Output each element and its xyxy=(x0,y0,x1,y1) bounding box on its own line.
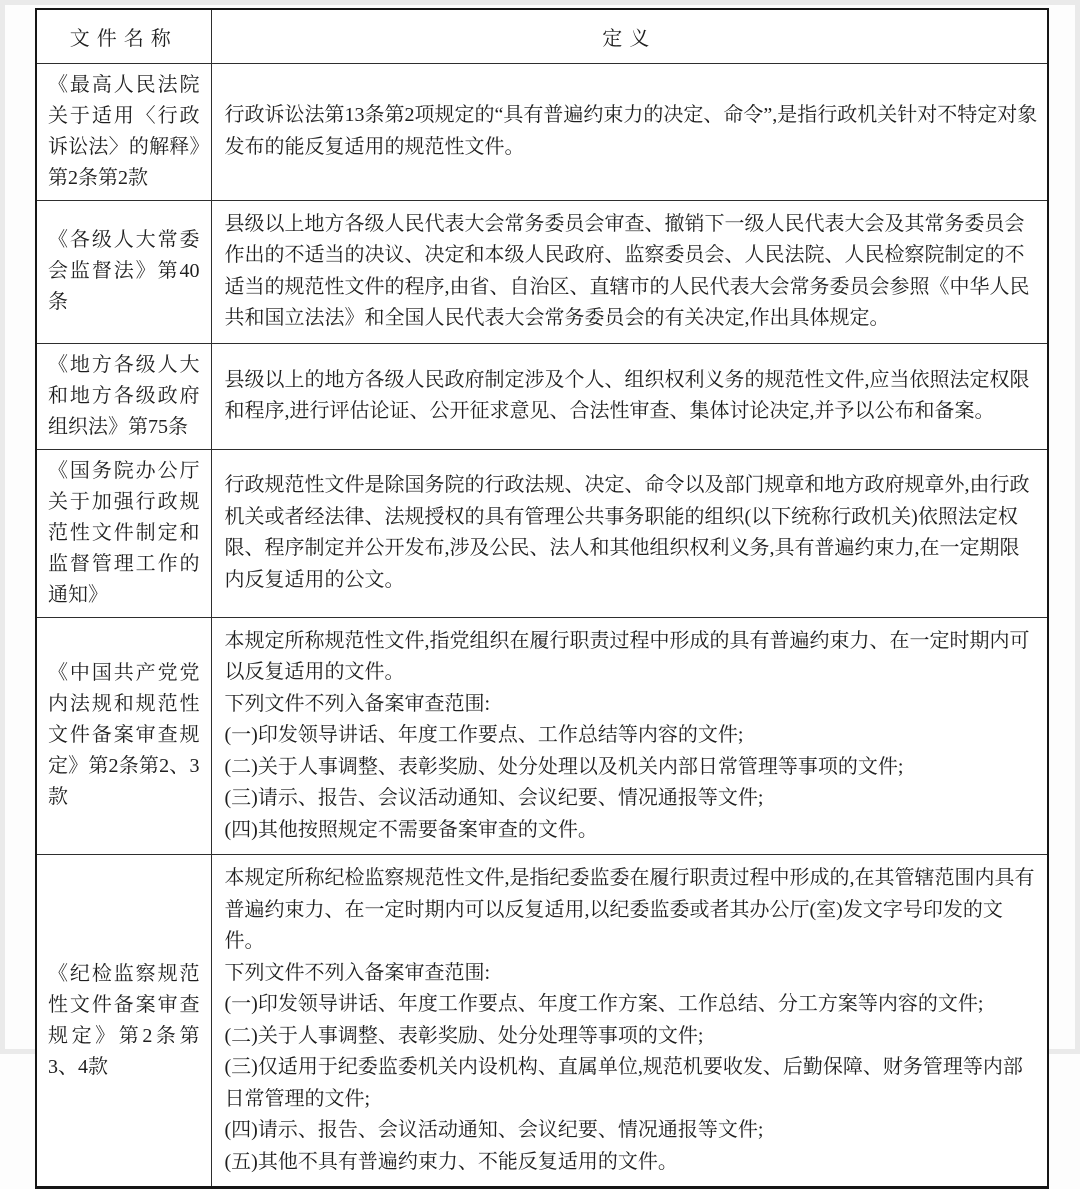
definition-list-item: (四)请示、报告、会议活动通知、会议纪要、情况通报等文件; xyxy=(225,1115,1040,1147)
definition-cell xyxy=(211,449,1048,617)
definition-list-item: (四)其他按照规定不需要备案审查的文件。 xyxy=(225,815,1040,847)
definition-cell xyxy=(211,855,1048,1188)
definition-list-item: (三)仅适用于纪委监委机关内设机构、直属单位,规范机要收发、后勤保障、财务管理等内部日常管理的文件; xyxy=(225,1052,1040,1115)
table-row xyxy=(36,200,1048,343)
table-row xyxy=(36,63,1048,200)
definition-paragraph: 下列文件不列入备案审查范围: xyxy=(225,689,1040,721)
definition-cell xyxy=(211,200,1048,343)
definition-paragraph: 县级以上的地方各级人民政府制定涉及个人、组织权利义务的规范性文件,应当依照法定权限和程序,进行评估论证、公开征求意见、合法性审查、集体讨论决定,并予以公布和备案。 xyxy=(225,365,1040,428)
definition-list-item: (一)印发领导讲话、年度工作要点、年度工作方案、工作总结、分工方案等内容的文件; xyxy=(225,989,1040,1021)
definition-paragraph: 行政诉讼法第13条第2项规定的“具有普遍约束力的决定、命令”,是指行政机关针对不特定对象发布的能反复适用的规范性文件。 xyxy=(225,100,1040,163)
definition-paragraph: 本规定所称规范性文件,指党组织在履行职责过程中形成的具有普遍约束力、在一定时期内可以反复适用的文件。 xyxy=(225,626,1040,689)
definition-paragraph: 本规定所称纪检监察规范性文件,是指纪委监委在履行职责过程中形成的,在其管辖范围内具有普遍约束力、在一定时期内可以反复适用,以纪委监委或者其办公厅(室)发文字号印发的文件。 xyxy=(225,863,1040,958)
definition-list-item: (二)关于人事调整、表彰奖励、处分处理等事项的文件; xyxy=(225,1021,1040,1053)
definition-paragraph: 下列文件不列入备案审查范围: xyxy=(225,958,1040,990)
definition-paragraph: 行政规范性文件是除国务院的行政法规、决定、命令以及部门规章和地方政府规章外,由行政机关或者经法律、法规授权的具有管理公共事务职能的组织(以下统称行政机关)依照法定权限、程序制定并公开发布,涉及公民、法人和其他组织权利义务,具有普遍约束力,在一定期限内反复适用的公文。 xyxy=(225,470,1040,596)
doc-name-cell: 《各级人大常委会监督法》第40条 xyxy=(36,200,211,343)
table-header-row xyxy=(36,9,1048,63)
table-row xyxy=(36,855,1048,1188)
doc-name-cell: 《国务院办公厅关于加强行政规范性文件制定和监督管理工作的通知》 xyxy=(36,449,211,617)
table-row xyxy=(36,449,1048,617)
header-file-name: 文件名称 xyxy=(36,9,211,63)
definition-cell xyxy=(211,617,1048,855)
definition-cell xyxy=(211,343,1048,449)
definition-list-item: (二)关于人事调整、表彰奖励、处分处理以及机关内部日常管理等事项的文件; xyxy=(225,752,1040,784)
doc-name-cell: 《地方各级人大和地方各级政府组织法》第75条 xyxy=(36,343,211,449)
document-definition-table xyxy=(35,8,1049,1189)
definition-paragraph: 县级以上地方各级人民代表大会常务委员会审查、撤销下一级人民代表大会及其常务委员会作出的不适当的决议、决定和本级人民政府、监察委员会、人民法院、人民检察院制定的不适当的规范性文件的程序,由省、自治区、直辖市的人民代表大会常务委员会参照《中华人民共和国立法法》和全国人民代表大会常务委员会的有关决定,作出具体规定。 xyxy=(225,209,1040,335)
doc-name-cell: 《纪检监察规范性文件备案审查规定》第2条第3、4款 xyxy=(36,855,211,1188)
doc-name-cell: 《最高人民法院关于适用〈行政诉讼法〉的解释》第2条第2款 xyxy=(36,63,211,200)
definition-cell xyxy=(211,63,1048,200)
definition-list-item: (一)印发领导讲话、年度工作要点、工作总结等内容的文件; xyxy=(225,720,1040,752)
header-definition: 定义 xyxy=(211,9,1048,63)
table-row xyxy=(36,343,1048,449)
definition-list-item: (五)其他不具有普遍约束力、不能反复适用的文件。 xyxy=(225,1147,1040,1179)
table-row xyxy=(36,617,1048,855)
doc-name-cell: 《中国共产党党内法规和规范性文件备案审查规定》第2条第2、3款 xyxy=(36,617,211,855)
definition-list-item: (三)请示、报告、会议活动通知、会议纪要、情况通报等文件; xyxy=(225,783,1040,815)
